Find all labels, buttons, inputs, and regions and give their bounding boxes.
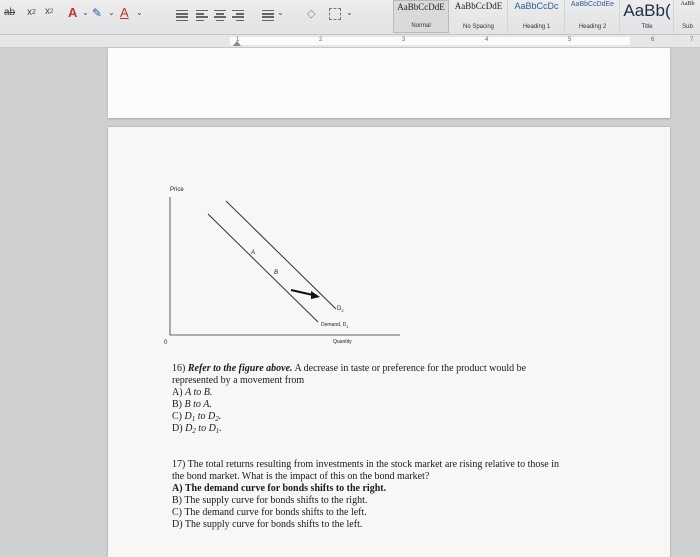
superscript-x: x xyxy=(45,6,50,17)
quantity-axis-label: Quantity xyxy=(333,339,352,345)
question-stem-line: A decrease in taste or preference for the product would be xyxy=(294,363,527,374)
ruler-number: 1 xyxy=(236,37,240,43)
style-sample: AaBbCcDdE xyxy=(397,2,445,12)
d2-label xyxy=(337,306,344,312)
style-name: Sub xyxy=(682,24,693,30)
q17-option-d xyxy=(172,519,362,530)
chevron-down-icon-4[interactable]: ⌄ xyxy=(277,8,284,17)
origin-label: 0 xyxy=(164,340,168,346)
option-letter: A) xyxy=(172,387,183,398)
style-name: Normal xyxy=(411,23,431,29)
option-text: D xyxy=(185,423,193,434)
subscript-icon[interactable]: x 2 xyxy=(27,7,36,18)
option-sub: 2 xyxy=(192,427,196,435)
q17-option-b xyxy=(172,495,367,506)
style-name: Title xyxy=(641,24,653,30)
option-mid: to D xyxy=(195,411,216,422)
style-sample: AaBbCcDdEe xyxy=(570,1,615,8)
option-text: A to B. xyxy=(185,387,213,398)
option-end: . xyxy=(219,423,222,434)
q16-option-d xyxy=(172,423,222,434)
demand-curve-d2 xyxy=(226,201,336,309)
ruler-number: 4 xyxy=(485,37,489,43)
borders-icon[interactable] xyxy=(329,8,341,20)
option-text: D xyxy=(184,411,192,422)
option-sub: 1 xyxy=(215,427,220,435)
align-center-icon[interactable] xyxy=(214,10,226,21)
style-sample: AaBbCcDc xyxy=(514,1,559,11)
superscript-mark: 2 xyxy=(50,8,54,15)
indent-marker-icon[interactable] xyxy=(233,41,241,46)
document-page[interactable] xyxy=(108,127,670,557)
style-sample: AaBb xyxy=(680,1,695,7)
style-heading-2[interactable] xyxy=(566,0,620,33)
question-17-stem xyxy=(172,459,559,470)
previous-page xyxy=(108,48,670,118)
strikethrough-icon[interactable]: ab xyxy=(4,7,16,18)
ruler-number: 7 xyxy=(690,37,694,43)
horizontal-ruler[interactable] xyxy=(0,35,700,48)
subscript-x: x xyxy=(27,7,32,18)
ruler-number: 2 xyxy=(319,37,323,43)
option-letter: B) xyxy=(172,399,182,410)
d2-letter: D xyxy=(337,306,342,312)
point-a-label: A xyxy=(251,250,256,256)
q16-option-c xyxy=(172,411,221,422)
style-name: Heading 1 xyxy=(522,24,551,30)
style-no-spacing[interactable] xyxy=(450,0,508,33)
style-name: Heading 2 xyxy=(578,24,607,30)
question-number: 17) xyxy=(172,459,186,470)
shading-icon[interactable]: ◇ xyxy=(307,8,316,20)
option-text: The demand curve for bonds shifts to the right. xyxy=(184,483,387,494)
question-lead: Refer to the figure above. xyxy=(187,363,293,374)
align-justify-icon[interactable] xyxy=(176,10,188,21)
chevron-down-icon-5[interactable]: ⌄ xyxy=(346,8,353,17)
demand-curve-d1 xyxy=(208,214,318,322)
point-b-label: B xyxy=(274,270,279,276)
style-title[interactable] xyxy=(621,0,674,33)
style-normal[interactable] xyxy=(393,0,449,33)
style-heading-1[interactable] xyxy=(509,0,565,33)
q16-option-b xyxy=(172,399,212,410)
option-text: The supply curve for bonds shifts to the right. xyxy=(184,495,368,506)
style-sample: AaBb( xyxy=(623,1,671,20)
price-axis-label: Price xyxy=(170,187,184,193)
option-end: . xyxy=(218,411,222,422)
align-left-icon[interactable] xyxy=(196,10,208,21)
option-letter: B) xyxy=(172,495,182,506)
style-name: No Spacing xyxy=(462,24,495,30)
d1-subscript: 1 xyxy=(346,324,349,329)
option-text: The demand curve for bonds shifts to the left. xyxy=(184,507,367,518)
option-sub: 2 xyxy=(215,415,219,423)
d1-letter: Demand, D xyxy=(321,322,347,328)
question-number: 16) xyxy=(172,363,186,374)
q16-option-a xyxy=(172,387,212,398)
ruler-number: 6 xyxy=(651,37,655,43)
d1-label xyxy=(321,322,349,328)
d2-subscript: 2 xyxy=(341,308,344,313)
option-letter: C) xyxy=(172,411,182,422)
option-mid: to D xyxy=(195,423,216,434)
shift-arrow-shaft xyxy=(291,290,313,295)
ruler-number: 5 xyxy=(568,37,572,43)
font-color-icon[interactable]: A xyxy=(68,5,78,20)
question-stem-line: The total returns resulting from investments in the stock market are rising relative to those in xyxy=(187,459,559,470)
option-sub: 1 xyxy=(191,415,196,423)
align-right-icon[interactable] xyxy=(232,10,244,21)
ruler-number: 3 xyxy=(402,37,406,43)
line-spacing-icon[interactable] xyxy=(262,10,274,21)
text-effects-icon[interactable]: A xyxy=(120,5,129,20)
option-letter: D) xyxy=(172,519,183,530)
superscript-icon[interactable] xyxy=(45,6,53,17)
chevron-down-icon[interactable]: ⌄ xyxy=(82,8,89,17)
question-16-stem xyxy=(172,363,526,374)
q17-option-a xyxy=(172,483,386,494)
option-text: B to A. xyxy=(184,399,212,410)
question-17-stem-2: the bond market. What is the impact of this on the bond market? xyxy=(172,471,430,482)
ribbon-toolbar xyxy=(0,0,700,35)
option-letter: C) xyxy=(172,507,182,518)
style-subtitle[interactable] xyxy=(675,0,700,33)
option-text: The supply curve for bonds shifts to the left. xyxy=(184,519,363,530)
option-letter: A) xyxy=(172,483,183,494)
highlight-icon[interactable]: ✎ xyxy=(92,6,103,20)
option-letter: D) xyxy=(172,423,183,434)
q17-option-c xyxy=(172,507,367,518)
question-16-stem-2: represented by a movement from xyxy=(172,375,305,386)
chevron-down-icon-2[interactable]: ⌄ xyxy=(108,8,115,17)
style-sample: AaBbCcDdE xyxy=(454,1,503,11)
chevron-down-icon-3[interactable]: ⌄ xyxy=(136,8,143,17)
